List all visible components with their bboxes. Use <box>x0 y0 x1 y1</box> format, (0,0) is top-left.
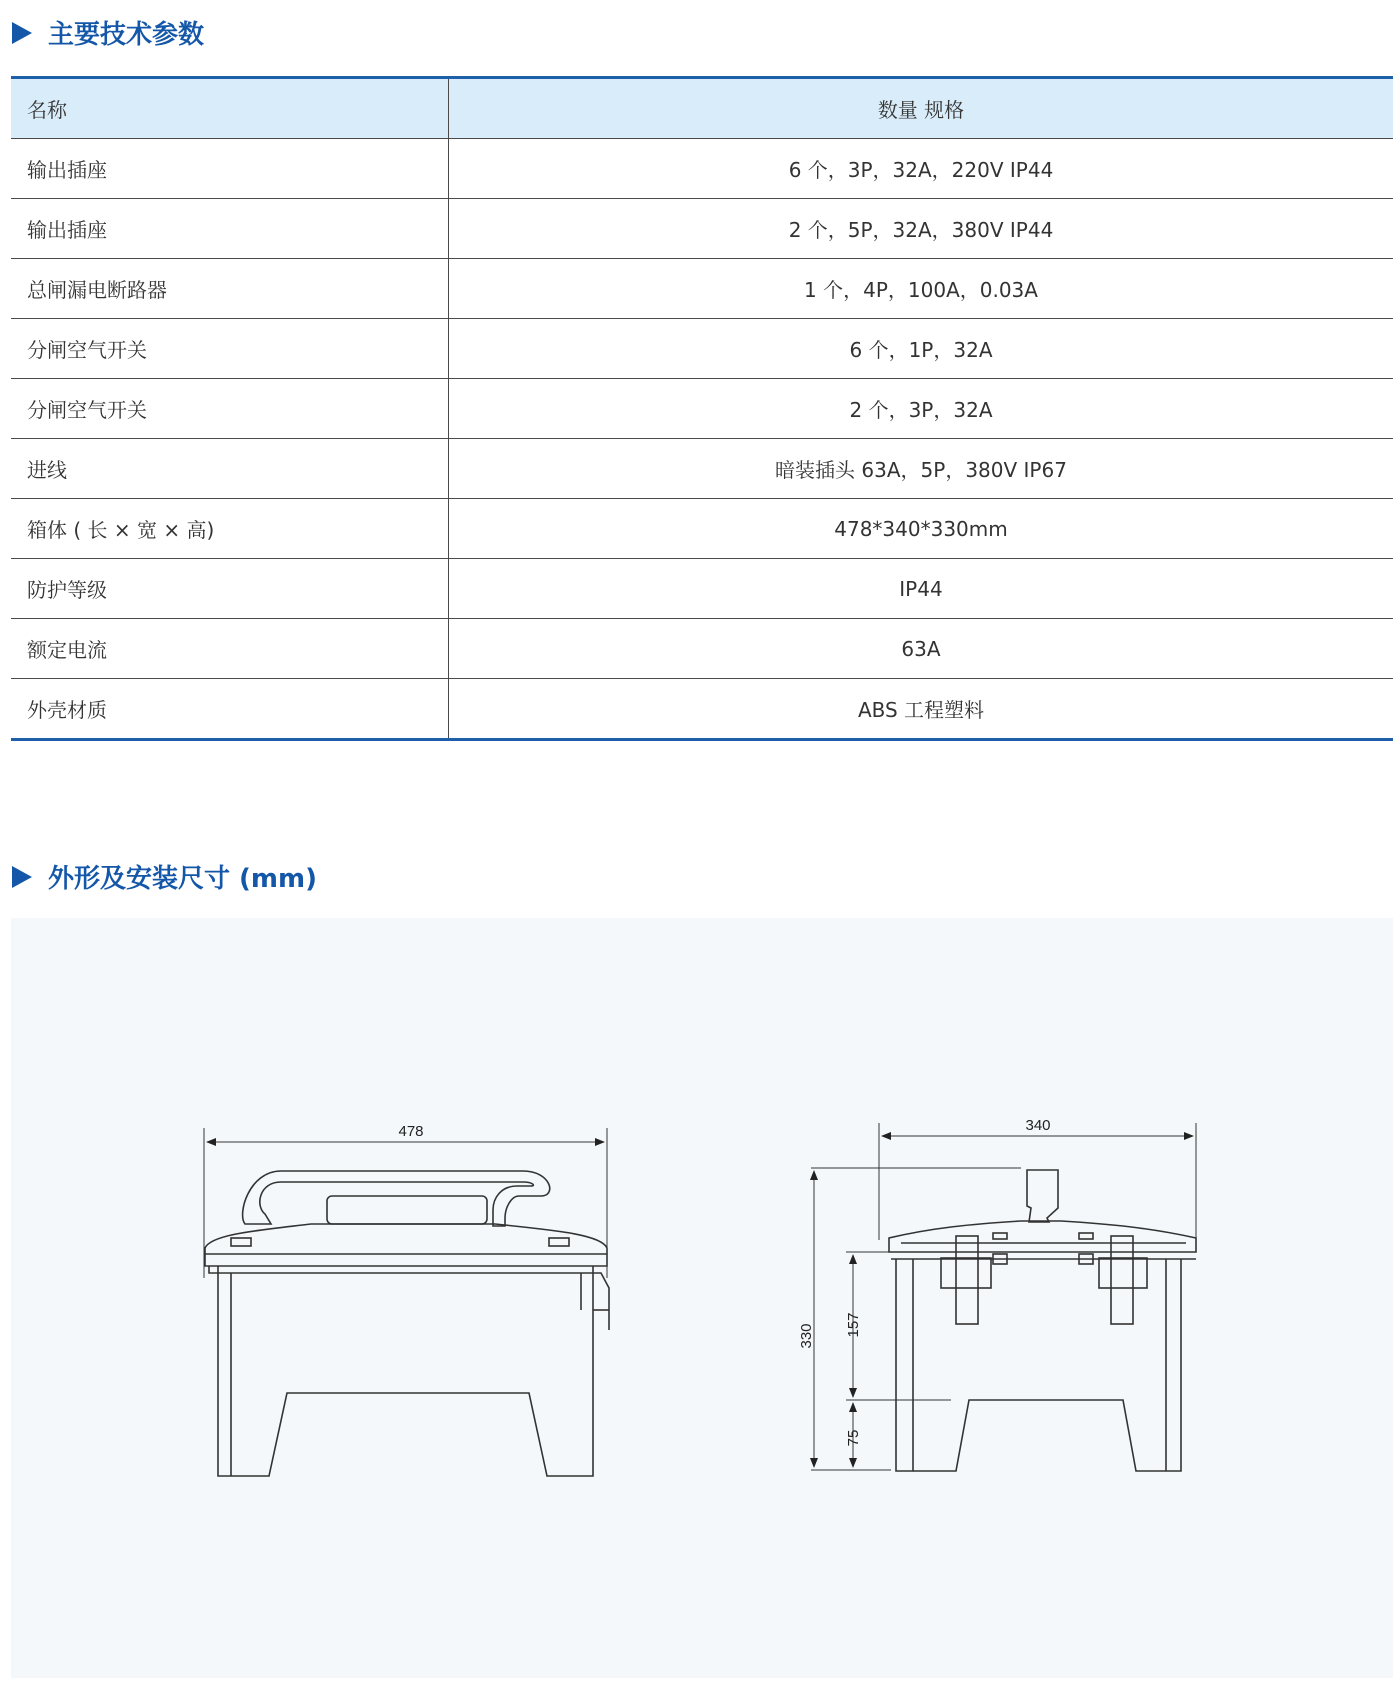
row-value: 63A <box>449 619 1394 679</box>
row-name: 输出插座 <box>11 199 449 259</box>
triangle-bullet-icon <box>12 866 32 888</box>
row-value: 478*340*330mm <box>449 499 1394 559</box>
header-name: 名称 <box>11 78 449 139</box>
row-value: 2 个，5P，32A，380V IP44 <box>449 199 1394 259</box>
row-name: 输出插座 <box>11 139 449 199</box>
row-name: 箱体 ( 长 × 宽 × 高) <box>11 499 449 559</box>
table-row <box>11 379 1393 439</box>
table-row <box>11 319 1393 379</box>
row-value: 6 个，1P，32A <box>449 319 1394 379</box>
specs-section-heading <box>12 14 204 51</box>
table-row <box>11 559 1393 619</box>
row-name: 分闸空气开关 <box>11 319 449 379</box>
row-name: 防护等级 <box>11 559 449 619</box>
row-value: ABS 工程塑料 <box>449 679 1394 740</box>
table-row <box>11 679 1393 740</box>
table-row <box>11 499 1393 559</box>
front-width-label: 478 <box>398 1123 424 1140</box>
height-low-label: 75 <box>845 1429 862 1447</box>
table-row <box>11 199 1393 259</box>
row-name: 外壳材质 <box>11 679 449 740</box>
row-value: 6 个，3P，32A，220V IP44 <box>449 139 1394 199</box>
table-header-row <box>11 78 1393 139</box>
specs-section-title: 主要技术参数 <box>48 20 205 50</box>
spec-table <box>11 76 1393 741</box>
row-name: 进线 <box>11 439 449 499</box>
side-view <box>811 1123 1196 1471</box>
table-row <box>11 259 1393 319</box>
row-value: 暗装插头 63A，5P，380V IP67 <box>449 439 1394 499</box>
dims-section-heading <box>12 858 317 895</box>
dimension-drawing <box>11 918 1393 1678</box>
height-total-label: 330 <box>798 1323 815 1349</box>
table-row <box>11 439 1393 499</box>
dimension-drawing-panel <box>11 918 1393 1678</box>
front-view <box>204 1128 609 1476</box>
table-row <box>11 139 1393 199</box>
row-value: 2 个，3P，32A <box>449 379 1394 439</box>
side-width-label: 340 <box>1025 1117 1051 1134</box>
row-name: 分闸空气开关 <box>11 379 449 439</box>
triangle-bullet-icon <box>12 22 32 44</box>
height-mid-label: 157 <box>845 1312 862 1338</box>
row-value: 1 个，4P，100A，0.03A <box>449 259 1394 319</box>
row-name: 总闸漏电断路器 <box>11 259 449 319</box>
table-row <box>11 619 1393 679</box>
header-value: 数量 规格 <box>449 78 1394 139</box>
row-name: 额定电流 <box>11 619 449 679</box>
row-value: IP44 <box>449 559 1394 619</box>
dims-section-title: 外形及安装尺寸 (mm) <box>48 864 318 894</box>
